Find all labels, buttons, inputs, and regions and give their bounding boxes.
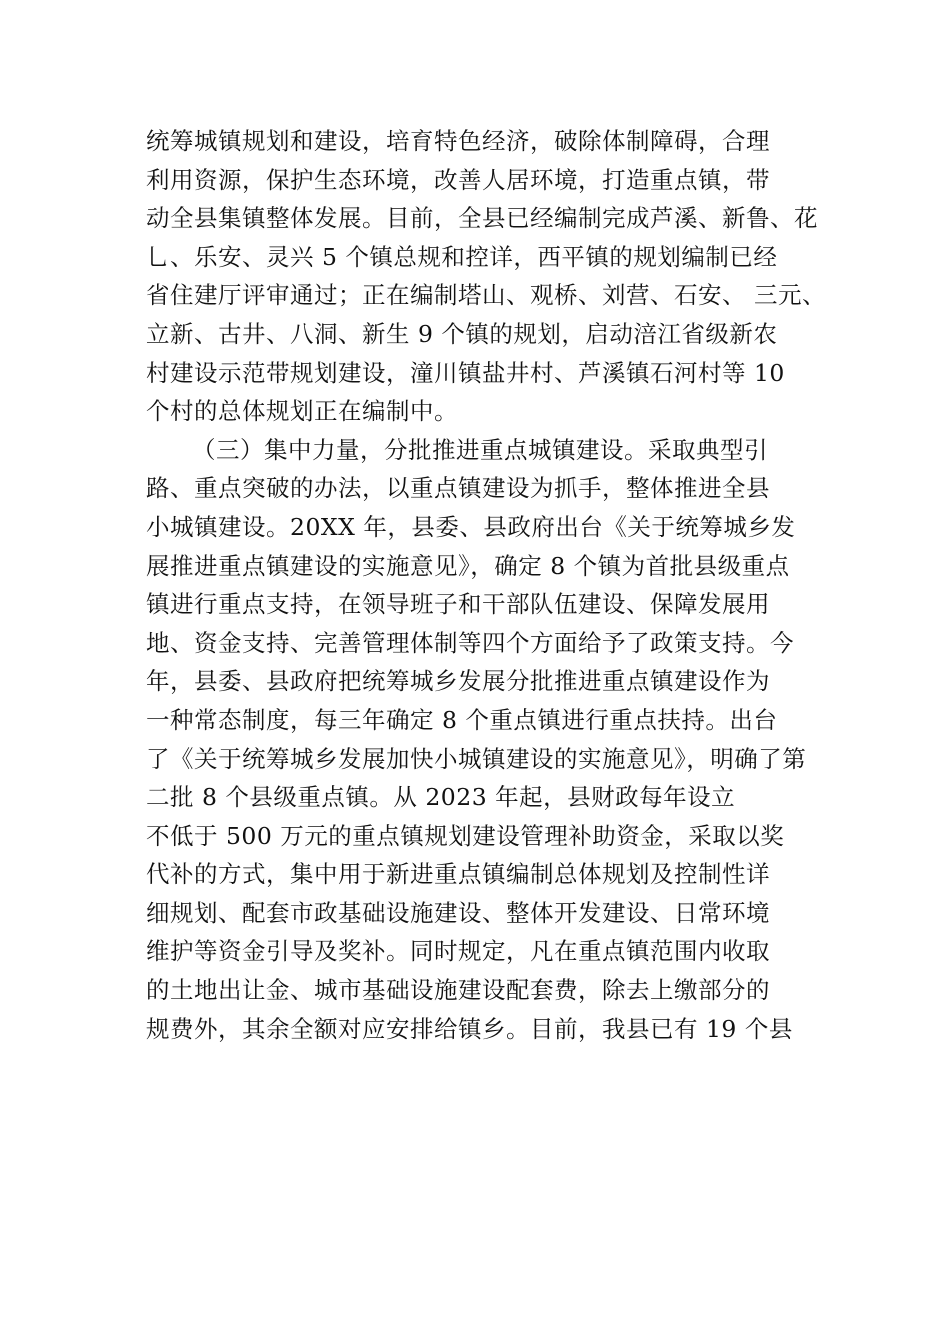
- text-line: 乚、乐安、灵兴 5 个镇总规和控详，西平镇的规划编制已经: [146, 242, 778, 271]
- body-text: [146, 122, 846, 1048]
- text-line: 年，县委、县政府把统筹城乡发展分批推进重点镇建设作为: [146, 667, 770, 696]
- text-line: 统筹城镇规划和建设，培育特色经济，破除体制障碍，合理: [146, 127, 770, 155]
- section-heading-line: （三）集中力量，分批推进重点城镇建设。采取典型引: [192, 435, 768, 464]
- text-line: 规费外，其余全额对应安排给镇乡。目前，我县已有 19 个县: [146, 1014, 793, 1043]
- text-line: 二批 8 个县级重点镇。从 2023 年起，县财政每年设立: [146, 783, 736, 812]
- text-line: 利用资源，保护生态环境，改善人居环境，打造重点镇，带: [146, 165, 770, 194]
- text-line: 了《关于统筹城乡发展加快小城镇建设的实施意见》，明确了第: [146, 744, 807, 773]
- text-line: 动全县集镇整体发展。目前，全县已经编制完成芦溪、新鲁、花: [146, 204, 818, 233]
- text-line: 展推进重点镇建设的实施意见》，确定 8 个镇为首批县级重点: [146, 551, 790, 580]
- text-line: 地、资金支持、完善管理体制等四个方面给予了政策支持。今: [146, 628, 794, 657]
- text-line: 镇进行重点支持，在领导班子和干部队伍建设、保障发展用: [146, 590, 770, 619]
- text-line: 细规划、配套市政基础设施建设、整体开发建设、日常环境: [146, 898, 770, 927]
- text-line: 立新、古井、八洞、新生 9 个镇的规划，启动涪江省级新农: [146, 319, 778, 348]
- text-line: 小城镇建设。20XX 年，县委、县政府出台《关于统筹城乡发: [146, 512, 796, 541]
- text-line: 村建设示范带规划建设，潼川镇盐井村、芦溪镇石河村等 10: [146, 358, 785, 387]
- text-line: 的土地出让金、城市基础设施建设配套费，除去上缴部分的: [146, 976, 770, 1005]
- text-line: 一种常态制度，每三年确定 8 个重点镇进行重点扶持。出台: [146, 705, 778, 734]
- text-line: 维护等资金引导及奖补。同时规定，凡在重点镇范围内收取: [146, 937, 770, 966]
- text-line: 个村的总体规划正在编制中。: [146, 397, 458, 426]
- text-line: 代补的方式，集中用于新进重点镇编制总体规划及控制性详: [146, 860, 770, 889]
- text-line: 不低于 500 万元的重点镇规划建设管理补助资金，采取以奖: [146, 821, 785, 850]
- text-line: 路、重点突破的办法，以重点镇建设为抓手，整体推进全县: [146, 474, 770, 503]
- text-line: 省住建厅评审通过；正在编制塔山、观桥、刘营、石安、 三元、: [146, 281, 826, 310]
